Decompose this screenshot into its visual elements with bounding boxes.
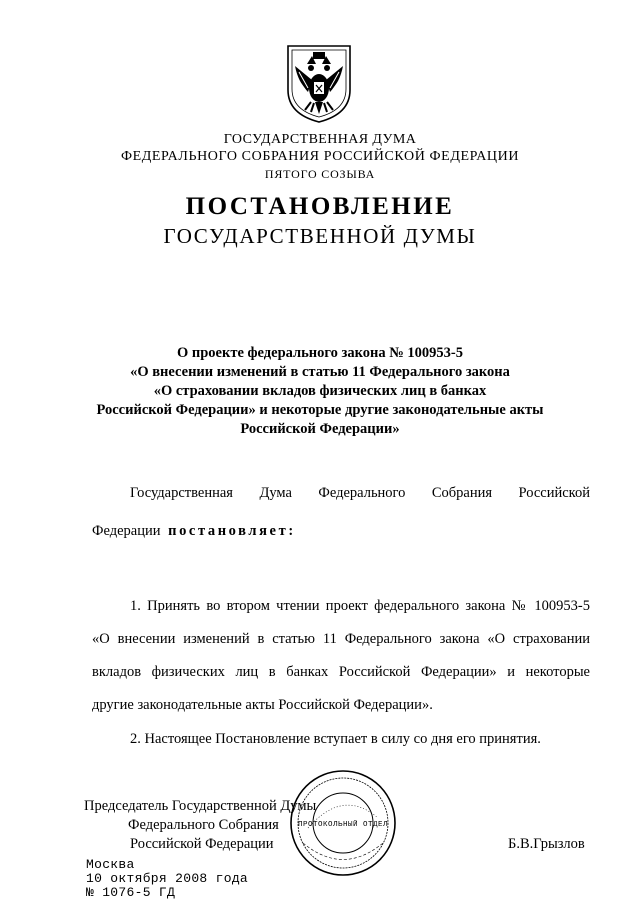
clause-1-line: «О внесении изменений в статью 11 Федерального закона «О страховании [92,631,590,647]
preamble-line-2 [92,523,590,540]
subject-line: «О внесении изменений в статью 11 Федерального закона [130,364,510,380]
clause-1 [92,590,590,722]
convocation-line: ПЯТОГО СОЗЫВА [264,167,376,181]
preamble-word: Собрания [431,485,493,501]
clause-1-line: 1. Принять во втором чтении проект федерального закона № 100953-5 [130,598,590,614]
preamble-line-1 [92,485,590,502]
signing-date: 10 октября 2008 года [86,871,249,886]
signatory-title-line-3: Российской Федерации [130,836,274,852]
signatory-title-line-2: Федерального Собрания [128,817,279,833]
subject-line: Российской Федерации» и некоторые другие законодательные акты [96,402,544,418]
document-number: № 1076-5 ГД [86,885,176,900]
document-subject [60,344,580,439]
signatory-name: Б.В.Грызлов [508,836,585,852]
clause-1-line: другие законодательные акты Российской Федерации». [92,697,433,713]
subject-line: О проекте федерального закона № 100953-5 [176,345,464,361]
preamble-word: Дума [259,485,292,501]
document-subtitle: ГОСУДАРСТВЕННОЙ ДУМЫ [163,224,477,248]
preamble-word: Государственная [130,485,233,501]
clause-1-line: вкладов физических лиц в банках Российской Федерации» и некоторые [92,664,590,680]
office-stamp [288,768,398,878]
subject-line: «О страховании вкладов физических лиц в банках [153,383,487,399]
signatory-title-line-1: Председатель Государственной Думы [84,798,317,814]
subject-line: Российской Федерации» [240,421,400,437]
issuer-line-1: ГОСУДАРСТВЕННАЯ ДУМА [223,132,417,147]
place-of-signing: Москва [86,857,135,872]
document-title: ПОСТАНОВЛЕНИЕ [185,193,455,220]
preamble-word: Федерального [318,485,406,501]
coat-of-arms-icon [284,42,354,124]
preamble-word: Федерации [92,523,161,539]
issuer-line-2: ФЕДЕРАЛЬНОГО СОБРАНИЯ РОССИЙСКОЙ ФЕДЕРАЦИИ [120,149,520,164]
stamp-text: ПРОТОКОЛЬНЫЙ ОТДЕЛ [297,821,389,829]
clause-2: 2. Настоящее Постановление вступает в силу со дня его принятия. [130,731,541,747]
resolves-word: постановляет: [168,523,296,539]
preamble-word: Российской [518,485,590,501]
